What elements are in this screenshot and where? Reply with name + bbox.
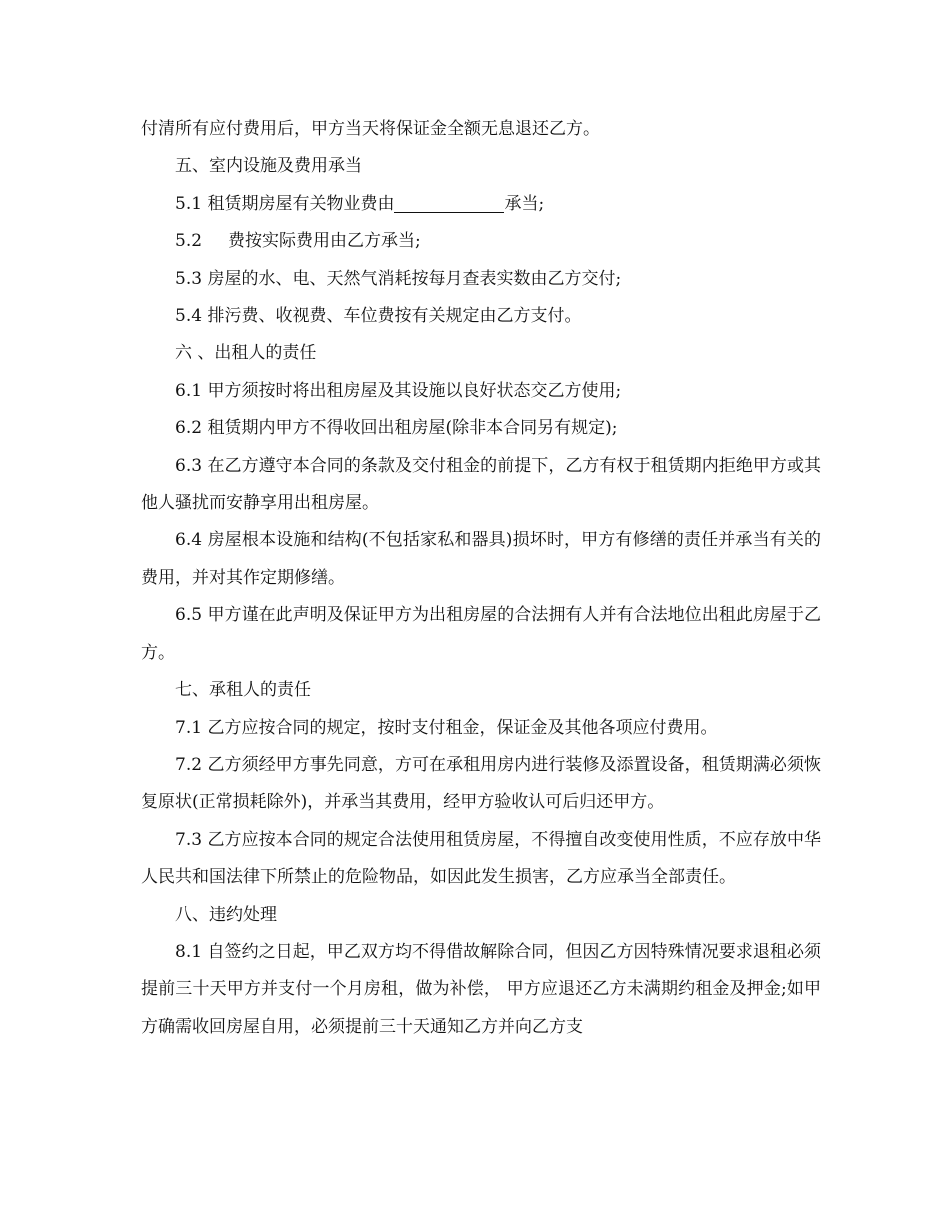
contract-body [141,111,821,1046]
clause-6-1: 6.1 甲方须按时将出租房屋及其设施以良好状态交乙方使用; [175,380,622,401]
section-7-title: 七、承租人的责任 [175,680,311,701]
clause-6-2: 6.2 租赁期内甲方不得收回出租房屋(除非本合同另有规定); [175,418,618,439]
clause-7-2: 7.2 乙方须经甲方事先同意，方可在承租用房内进行装修及添置设备，租赁期满必须恢复原状(正常损耗除外)，并承当其费用，经甲方验收认可后归还甲方。 [141,754,821,813]
clause-5-1 [141,186,821,223]
clause-8-1: 8.1 自签约之日起，甲乙双方均不得借故解除合同，但因乙方因特殊情况要求退租必须提前三十天甲方并支付一个月房租，做为补偿， 甲方应退还乙方未满期约租金及押金;如甲方确需收回房屋自用，必须提前三十天通知乙方并向乙方支 [141,941,821,1037]
section-6-title: 六 、出租人的责任 [175,343,317,364]
clause-5-2-number: 5.2 [175,231,203,252]
intro-tail-paragraph: 付清所有应付费用后，甲方当天将保证金全额无息退还乙方。 [141,119,600,139]
clause-7-3: 7.3 乙方应按本合同的规定合法使用租赁房屋，不得擅自改变使用性质，不应存放中华人民共和国法律下所禁止的危险物品，如因此发生损害，乙方应承当全部责任。 [141,829,821,888]
clause-5-2-text: 费按实际费用由乙方承当; [228,231,421,252]
clause-5-1-prefix: 5.1 租赁期房屋有关物业费由 [175,193,395,214]
clause-5-1-suffix: 承当; [504,193,545,214]
clause-6-5: 6.5 甲方谨在此声明及保证甲方为出租房屋的合法拥有人并有合法地位出租此房屋于乙方。 [141,605,821,663]
clause-5-2 [141,223,821,260]
section-5-title: 五、室内设施及费用承当 [175,156,362,177]
clause-7-1: 7.1 乙方应按合同的规定，按时支付租金，保证金及其他各项应付费用。 [175,717,718,738]
clause-6-3: 6.3 在乙方遵守本合同的条款及交付租金的前提下，乙方有权于租赁期内拒绝甲方或其他人骚扰而安静享用出租房屋。 [141,455,821,514]
clause-5-4: 5.4 排污费、收视费、车位费按有关规定由乙方支付。 [175,306,582,327]
fill-in-blank [394,194,504,213]
clause-5-3: 5.3 房屋的水、电、天然气消耗按每月查表实数由乙方交付; [175,268,622,289]
clause-6-4: 6.4 房屋根本设施和结构(不包括家私和器具)损坏时，甲方有修缮的责任并承当有关的费用，并对其作定期修缮。 [141,530,821,588]
section-8-title: 八、违约处理 [175,904,277,925]
